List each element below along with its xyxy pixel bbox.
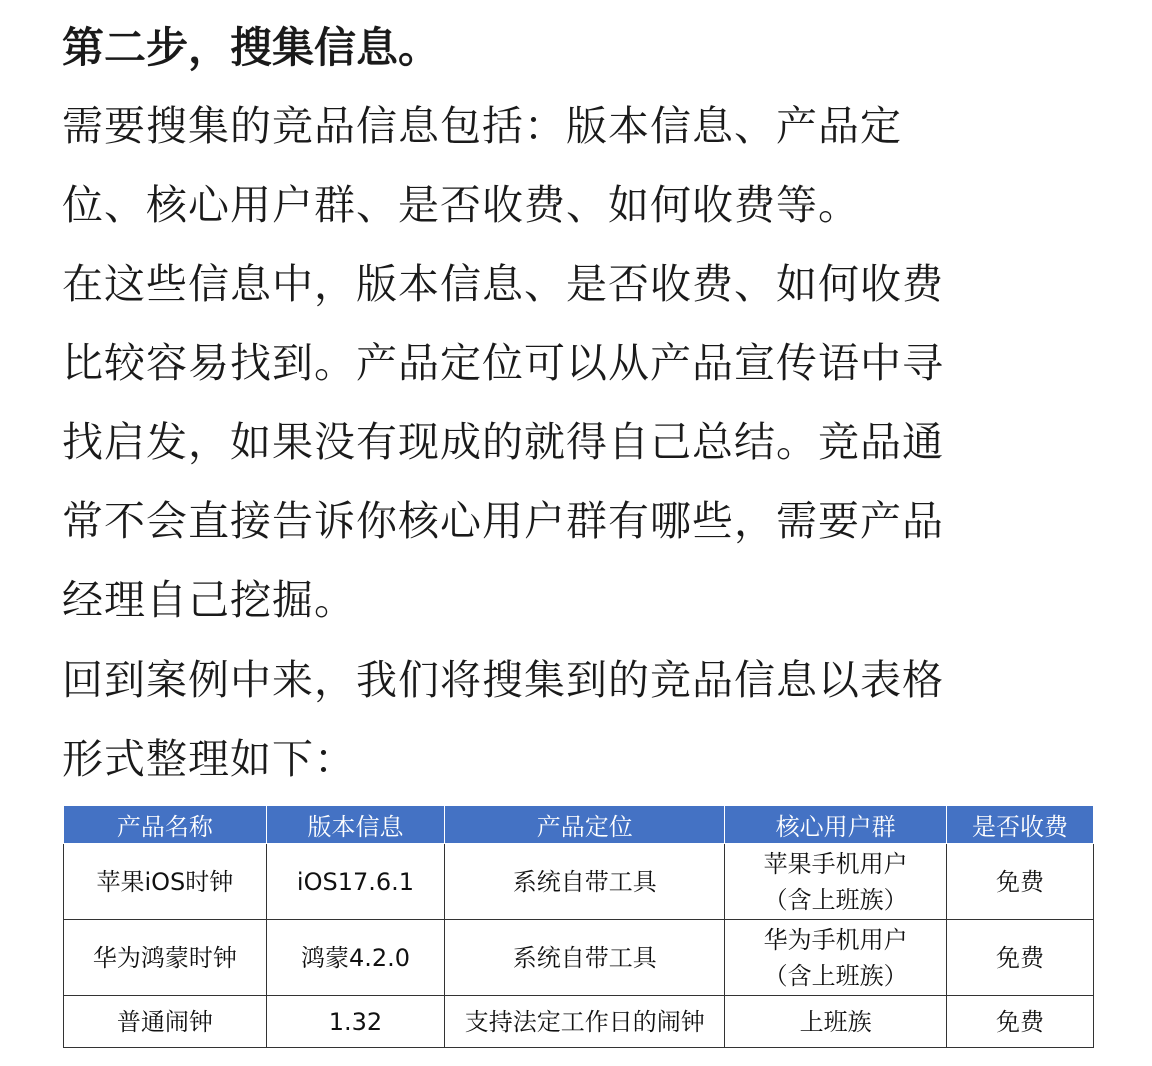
cell-product-name: 苹果iOS时钟 (64, 844, 267, 920)
paragraph-line: 回到案例中来，我们将搜集到的竞品信息以表格 (62, 656, 944, 704)
cell-core-users (725, 844, 947, 920)
competitor-info-table (63, 805, 1094, 1048)
column-header-positioning: 产品定位 (445, 806, 725, 844)
cell-version: iOS17.6.1 (266, 844, 445, 920)
cell-core-users-line: （含上班族） (763, 961, 908, 990)
paragraph-info-scope (62, 87, 1102, 245)
column-header-core-users: 核心用户群 (725, 806, 947, 844)
cell-core-users-line: 苹果手机用户 (763, 849, 908, 878)
column-header-fee: 是否收费 (946, 806, 1093, 844)
cell-positioning: 系统自带工具 (445, 844, 725, 920)
paragraph-line: 常不会直接告诉你核心用户群有哪些，需要产品 (62, 497, 944, 545)
section-heading: 第二步，搜集信息。 (62, 23, 441, 72)
paragraph-line: 需要搜集的竞品信息包括：版本信息、产品定 (62, 102, 902, 150)
cell-product-name: 华为鸿蒙时钟 (64, 920, 267, 996)
cell-version: 鸿蒙4.2.0 (266, 920, 445, 996)
paragraph-line: 经理自己挖掘。 (62, 576, 356, 624)
cell-fee: 免费 (946, 844, 1093, 920)
cell-fee: 免费 (946, 996, 1093, 1048)
table-row (64, 920, 1094, 996)
table-row (64, 844, 1094, 920)
cell-core-users-line: 华为手机用户 (763, 925, 908, 954)
cell-product-name: 普通闹钟 (64, 996, 267, 1048)
column-header-version: 版本信息 (266, 806, 445, 844)
paragraph-line: 比较容易找到。产品定位可以从产品宣传语中寻 (62, 339, 944, 387)
cell-version: 1.32 (266, 996, 445, 1048)
column-header-product-name: 产品名称 (64, 806, 267, 844)
cell-positioning: 支持法定工作日的闹钟 (445, 996, 725, 1048)
paragraph-info-difficulty (62, 245, 1102, 640)
paragraph-line: 找启发，如果没有现成的就得自己总结。竞品通 (62, 418, 944, 466)
cell-fee: 免费 (946, 920, 1093, 996)
paragraph-line: 在这些信息中，版本信息、是否收费、如何收费 (62, 260, 944, 308)
cell-core-users (725, 920, 947, 996)
cell-positioning: 系统自带工具 (445, 920, 725, 996)
paragraph-line: 位、核心用户群、是否收费、如何收费等。 (62, 181, 860, 229)
paragraph-table-intro (62, 641, 1102, 799)
paragraph-line: 形式整理如下： (62, 735, 356, 783)
table-header-row (64, 806, 1094, 844)
table-row (64, 996, 1094, 1048)
cell-core-users-line: （含上班族） (763, 885, 908, 914)
cell-core-users: 上班族 (725, 996, 947, 1048)
